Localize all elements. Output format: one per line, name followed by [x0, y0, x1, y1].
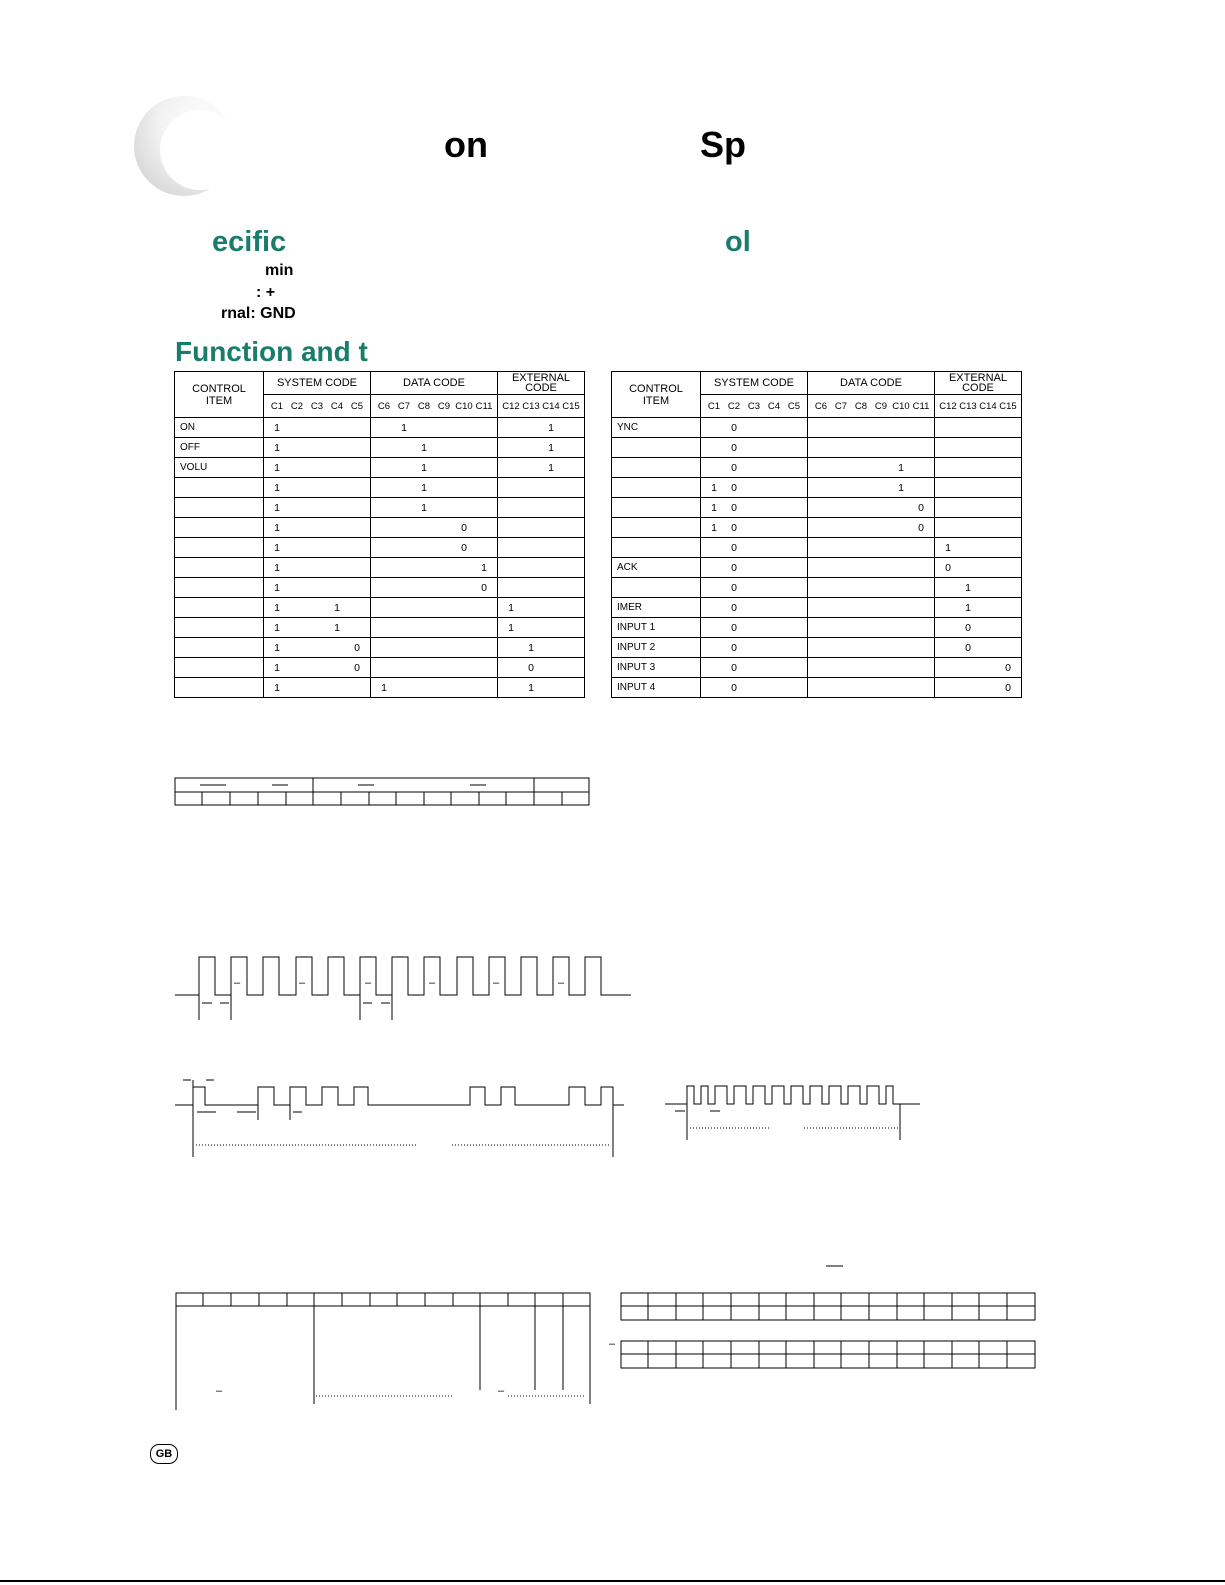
bit-label: C6 — [814, 400, 828, 412]
bit-value: 1 — [898, 481, 904, 494]
bit-value: 0 — [731, 581, 737, 594]
spec-line-2: : + — [256, 284, 276, 301]
bit-label: C10 — [892, 400, 910, 412]
pulse-dash-3: – — [365, 977, 372, 989]
bit-value: 0 — [731, 521, 737, 534]
pulse-dash-4: – — [429, 977, 436, 989]
bit-value: 1 — [548, 421, 554, 434]
bit-value: 1 — [898, 461, 904, 474]
bit-label: C8 — [417, 400, 431, 412]
bit-value: 0 — [731, 661, 737, 674]
bottom-dash-2: – — [498, 1385, 505, 1397]
bit-value: 0 — [731, 541, 737, 554]
control-item-cell: INPUT 3 — [612, 658, 701, 678]
bit-value: 0 — [945, 561, 951, 574]
bit-label: C9 — [874, 400, 888, 412]
bit-label: C8 — [854, 400, 868, 412]
bit-value: 1 — [274, 661, 280, 674]
page-title-fragment-2: Sp — [700, 124, 747, 165]
bit-label: C2 — [727, 400, 741, 412]
bit-value: 1 — [274, 621, 280, 634]
bit-value: 1 — [274, 481, 280, 494]
bit-label: C3 — [747, 400, 761, 412]
page-title-fragment-1: on — [444, 124, 488, 165]
bit-label: C3 — [310, 400, 324, 412]
page-bottom-rule — [0, 1580, 1225, 1582]
bit-value: 1 — [711, 521, 717, 534]
bit-value: 1 — [421, 461, 427, 474]
bit-value: 1 — [481, 561, 487, 574]
subtitle-fragment-1: ecific — [212, 226, 287, 258]
bit-value: 1 — [274, 501, 280, 514]
spec-line-3: rnal: GND — [221, 305, 296, 322]
bit-value: 0 — [528, 661, 534, 674]
control-item-cell: INPUT 2 — [612, 638, 701, 658]
bit-value: 0 — [965, 621, 971, 634]
grid-side-dash: – — [609, 1338, 616, 1350]
section-title: Function and t — [175, 336, 368, 367]
right-grid-columns — [648, 1293, 1007, 1368]
bit-value: 0 — [731, 561, 737, 574]
pulse-train-third — [665, 1086, 920, 1104]
bit-value: 1 — [274, 421, 280, 434]
bit-value: 0 — [731, 441, 737, 454]
bit-label: C14 — [979, 400, 997, 412]
control-item-cell: ON — [175, 418, 264, 438]
bit-value: 1 — [528, 681, 534, 694]
control-item-cell: INPUT 4 — [612, 678, 701, 698]
bit-value: 0 — [354, 641, 360, 654]
bit-value: 1 — [421, 481, 427, 494]
control-item-cell: IMER — [612, 598, 701, 618]
bottom-frame-header — [176, 1293, 590, 1306]
bit-label: C13 — [522, 400, 540, 412]
bit-label: C7 — [834, 400, 848, 412]
bit-value: 0 — [731, 641, 737, 654]
bit-label: C4 — [330, 400, 344, 412]
bit-value: 1 — [274, 541, 280, 554]
bit-label: C11 — [912, 400, 930, 412]
control-item-header: CONTROL ITEM — [612, 372, 701, 418]
pulse-train-main — [175, 957, 631, 995]
control-item-cell: YNC — [612, 418, 701, 438]
bottom-dash-1: – — [216, 1385, 223, 1397]
bit-value: 1 — [508, 601, 514, 614]
bit-value: 1 — [274, 681, 280, 694]
bit-label: C10 — [455, 400, 473, 412]
bit-value: 1 — [965, 601, 971, 614]
bit-value: 1 — [421, 501, 427, 514]
pulse-dash-1: – — [234, 977, 241, 989]
pulse-dash-5: – — [493, 977, 500, 989]
bit-value: 1 — [965, 581, 971, 594]
bit-value: 0 — [918, 521, 924, 534]
bit-value: 1 — [274, 561, 280, 574]
bit-value: 0 — [731, 421, 737, 434]
bit-value: 1 — [528, 641, 534, 654]
external-code-header: EXTERNAL CODE — [498, 372, 585, 395]
bit-label: C13 — [959, 400, 977, 412]
bit-value: 0 — [481, 581, 487, 594]
bottom-frame-ticks — [203, 1293, 563, 1306]
bit-label: C4 — [767, 400, 781, 412]
pulse-train-second — [175, 1087, 624, 1105]
bit-label: C12 — [502, 400, 520, 412]
bit-value: 0 — [731, 481, 737, 494]
system-code-header: SYSTEM CODE — [264, 372, 371, 395]
bit-value: 1 — [274, 441, 280, 454]
bit-value: 1 — [274, 461, 280, 474]
bit-value: 1 — [334, 621, 340, 634]
bit-value: 1 — [945, 541, 951, 554]
bit-value: 0 — [731, 461, 737, 474]
bit-value: 1 — [274, 581, 280, 594]
data-code-header: DATA CODE — [371, 372, 498, 395]
bit-value: 0 — [731, 501, 737, 514]
bit-label: C1 — [270, 400, 284, 412]
control-item-cell: ACK — [612, 558, 701, 578]
bit-value: 1 — [274, 521, 280, 534]
bit-label: C14 — [542, 400, 560, 412]
bit-label: C7 — [397, 400, 411, 412]
pulse-dash-6: – — [558, 977, 565, 989]
bit-value: 1 — [274, 601, 280, 614]
bit-value: 0 — [1005, 661, 1011, 674]
control-item-cell: OFF — [175, 438, 264, 458]
bit-value: 0 — [731, 601, 737, 614]
bit-value: 0 — [918, 501, 924, 514]
control-item-cell: INPUT 1 — [612, 618, 701, 638]
bit-value: 1 — [401, 421, 407, 434]
bit-value: 1 — [381, 681, 387, 694]
bit-label: C6 — [377, 400, 391, 412]
bit-label: C5 — [350, 400, 364, 412]
bit-label: C15 — [999, 400, 1017, 412]
language-badge: GB — [150, 1444, 178, 1464]
bit-label: C2 — [290, 400, 304, 412]
spec-line-1: min — [265, 262, 294, 279]
bit-value: 0 — [731, 621, 737, 634]
subtitle-fragment-2: ol — [725, 226, 751, 258]
bit-value: 1 — [548, 441, 554, 454]
bit-value: 0 — [461, 541, 467, 554]
bit-value: 1 — [711, 481, 717, 494]
bit-value: 1 — [548, 461, 554, 474]
bit-value: 1 — [711, 501, 717, 514]
bit-value: 0 — [354, 661, 360, 674]
bit-value: 1 — [334, 601, 340, 614]
bit-label: C1 — [707, 400, 721, 412]
bit-label: C9 — [437, 400, 451, 412]
bit-value: 0 — [965, 641, 971, 654]
bit-value: 1 — [508, 621, 514, 634]
bit-label: C12 — [939, 400, 957, 412]
bit-value: 1 — [274, 641, 280, 654]
bit-label: C15 — [562, 400, 580, 412]
bit-value: 0 — [731, 681, 737, 694]
bit-value: 0 — [461, 521, 467, 534]
bit-value: 1 — [421, 441, 427, 454]
control-item-cell: VOLU — [175, 458, 264, 478]
bit-value: 0 — [1005, 681, 1011, 694]
system-code-header: SYSTEM CODE — [701, 372, 808, 395]
data-code-header: DATA CODE — [808, 372, 935, 395]
bit-label: C5 — [787, 400, 801, 412]
bit-frame-ticks — [202, 792, 562, 805]
pulse-dash-2: – — [299, 977, 306, 989]
bit-label: C11 — [475, 400, 493, 412]
control-item-header: CONTROL ITEM — [175, 372, 264, 418]
external-code-header: EXTERNAL CODE — [935, 372, 1022, 395]
